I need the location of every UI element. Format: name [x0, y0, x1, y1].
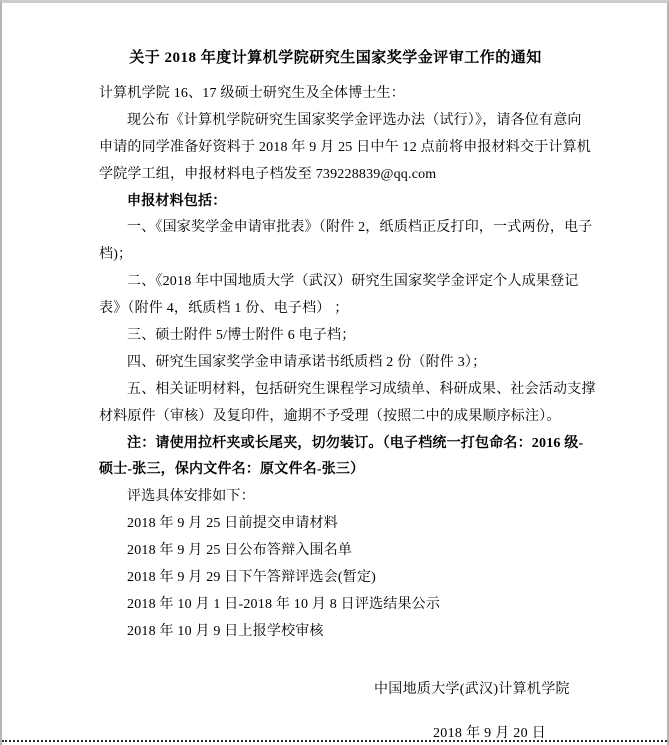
body-line: 现公布《计算机学院研究生国家奖学金评选办法（试行）》，请各位有意向: [127, 112, 582, 128]
material-item-4: 四、研究生国家奖学金申请承诺书纸质档 2 份（附件 3）；: [127, 354, 487, 370]
material-item-1: 一、《国家奖学金申请审批表》（附件 2，纸质档正反打印，一式两份，电子: [127, 220, 593, 236]
body-line: 申请的同学准备好资料于 2018 年 9 月 25 日中午 12 点前将申报材料交于计算机: [99, 139, 591, 155]
page-bottom-boundary: [2, 740, 667, 742]
signature-line: 中国地质大学(武汉)计算机学院: [374, 682, 570, 697]
section-heading-materials: 申报材料包括：: [127, 193, 227, 209]
document-body: [99, 81, 596, 646]
schedule-heading: 评选具体安排如下：: [127, 489, 255, 505]
schedule-item: 2018 年 10 月 9 日上报学校审核: [127, 623, 324, 639]
material-item-2: 二、《2018 年中国地质大学（武汉）研究生国家奖学金评定个人成果登记: [127, 274, 579, 290]
material-item-3: 三、硕士附件 5/博士附件 6 电子档；: [127, 328, 356, 344]
body-line-email: 学院学工组，申报材料电子档发至 739228839@qq.com: [99, 166, 437, 182]
schedule-item: 2018 年 10 月 1 日-2018 年 10 月 8 日评选结果公示: [127, 596, 441, 612]
document-title: 关于 2018 年度计算机学院研究生国家奖学金评审工作的通知: [129, 50, 542, 66]
schedule-item: 2018 年 9 月 25 日前提交申请材料: [127, 516, 338, 532]
salutation-line: 计算机学院 16、17 级硕士研究生及全体博士生：: [99, 86, 405, 101]
note-line-cont: 硕士-张三，保内文件名：原文件名-张三）: [99, 462, 365, 478]
date-line: 2018 年 9 月 20 日: [433, 726, 546, 741]
material-item-5-cont: 材料原件（审核）及复印件，逾期不予受理（按照二中的成果顺序标注）。: [99, 408, 561, 424]
material-item-1-cont: 档)；: [99, 247, 133, 263]
schedule-item: 2018 年 9 月 25 日公布答辩入围名单: [127, 543, 353, 559]
material-item-2-cont: 表》（附件 4，纸质档 1 份、电子档） ；: [99, 301, 349, 317]
schedule-item: 2018 年 9 月 29 日下午答辩评选会(暂定): [127, 570, 377, 586]
material-item-5: 五、相关证明材料，包括研究生课程学习成绩单、科研成果、社会活动支撑: [127, 381, 596, 397]
note-line: 注：请使用拉杆夹或长尾夹，切勿装订。（电子档统一打包命名：2016 级-: [127, 435, 584, 451]
